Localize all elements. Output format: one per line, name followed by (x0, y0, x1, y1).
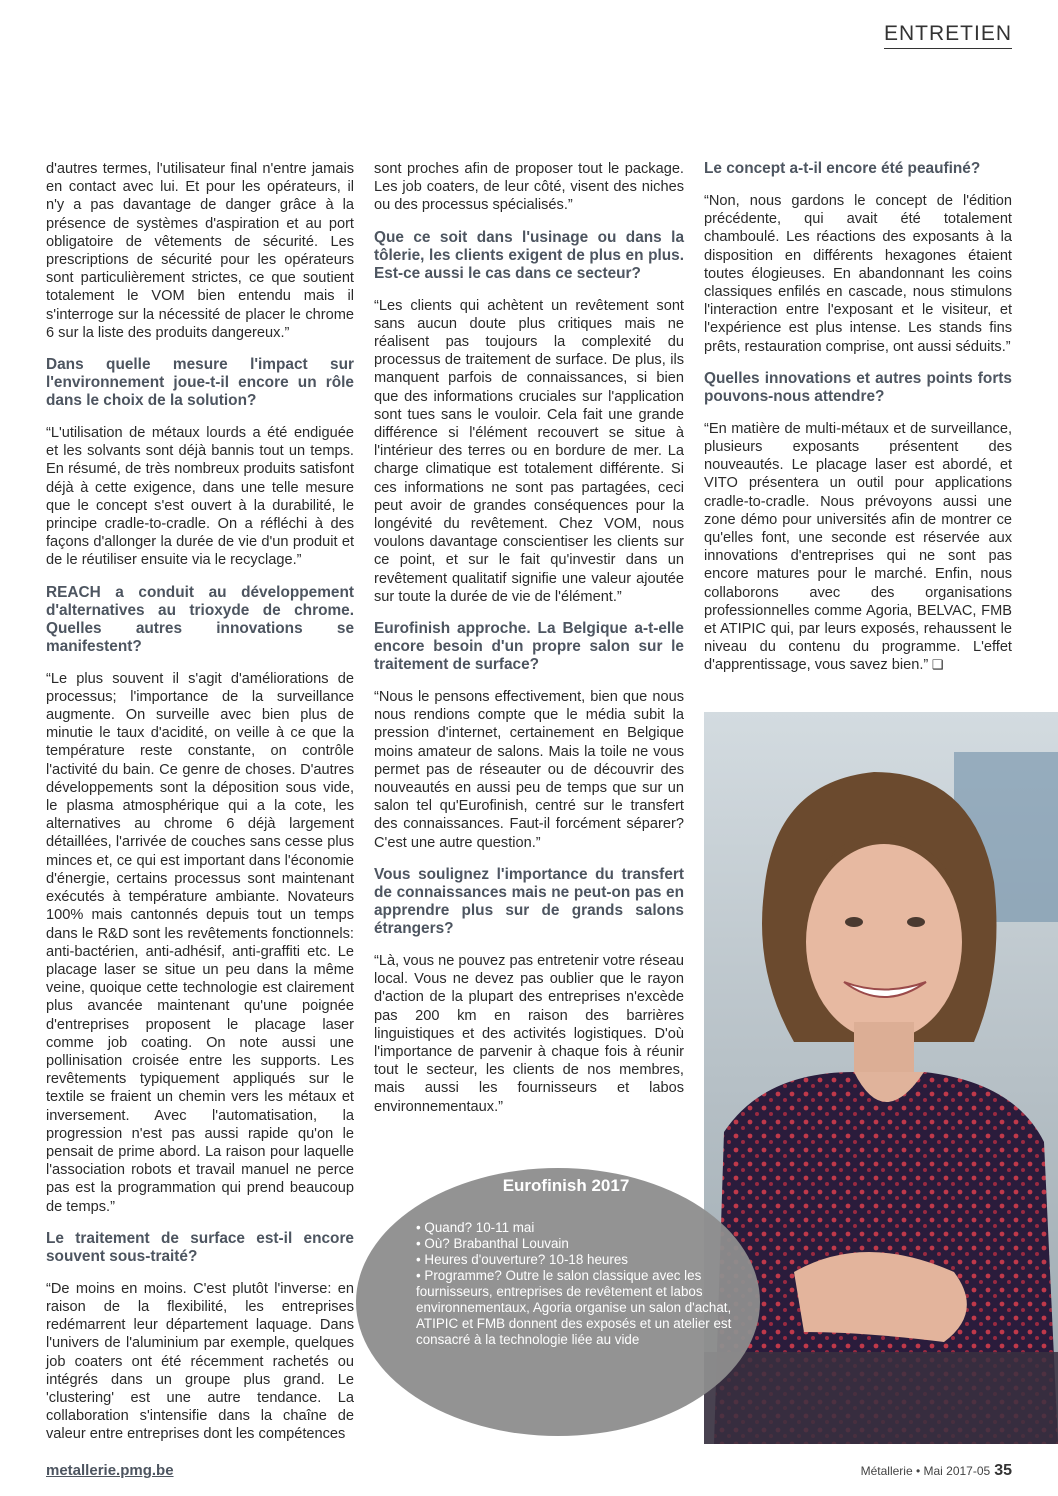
section-label: ENTRETIEN (884, 22, 1012, 49)
answer-paragraph: “Nous le pensons effectivement, bien que nous nous rendions compte que le média subit la pression d'internet, certainement en Belgique moins amateur de salons. Mais la toile ne vous permet pas de réseauter ou de découvrir des nouveautés en aussi peu de temps que sur un salon tel qu'Eurofinish, centré sur le transfert des connaissances. Faut-il forcément séparer? C'est une autre question.” (374, 689, 684, 851)
question-heading: Quelles innovations et autres points forts pouvons-nous attendre? (704, 369, 1012, 405)
question-heading: REACH a conduit au développement d'alternatives au trioxyde de chrome. Quelles autres innovations se manifestent? (46, 583, 354, 655)
info-box-item-value: Outre le salon classique avec les fournisseurs, entreprises de revêtement et labos environnementaux, Agoria organise un salon d'achat, ATIPIC et FMB donnent des exposés et un atelier est consacré à la technologie liée au vide (416, 1268, 732, 1347)
info-box-item (416, 1252, 746, 1268)
answer-paragraph: sont proches afin de proposer tout le package. Les job coaters, de leur côté, visent des niches ou des processus spécialisés.” (374, 161, 684, 214)
answer-paragraph: “L'utilisation de métaux lourds a été endiguée et les solvants sont déjà bannis tout un temps. En résumé, de très nombreux produits satisfont déjà à cette exigence, dans une telle mesure que le concept s'est ouvert à la durabilité, le principe cradle-to-cradle. On a réfléchi à des façons d'allonger la durée de vie d'un produit et de le réutiliser ensuite via le recyclage.” (46, 425, 354, 569)
answer-paragraph: “En matière de multi-métaux et de surveillance, plusieurs exposants présentent des nouveautés. Le placage laser est abordé, et VITO présentera un outil pour applications cradle-to-cradle. Nous prévoyons aussi une zone démo pour universités afin de montrer ce qu'elles font, une seconde est réservée aux innovations d'entreprises qui ne sont pas encore matures pour le marché. Enfin, nous collaborons avec des organisations professionnelles comme Agoria, BELVAC, FMB et ATIPIC qui, par leurs exposés, rehaussent le niveau du contenu du programme. L'effet d'apprentissage, vous savez bien.” ❑ (704, 420, 1012, 674)
article-column-3 (704, 160, 1012, 689)
answer-paragraph: “Là, vous ne pouvez pas entretenir votre réseau local. Vous ne devez pas oublier que le rayon d'action de la plupart des entreprises n'excède pas 200 km en raison des barrières linguistiques et des activités logistiques. D'où l'importance de parvenir à chaque fois à réunir tout le secteur, les clients de nos membres, mais aussi les fournisseurs et labos environnementaux.” (374, 952, 684, 1115)
info-box (416, 1178, 746, 1348)
info-box-title: Eurofinish 2017 (502, 1176, 630, 1195)
website-link[interactable]: metallerie.pmg.be (46, 1462, 174, 1479)
info-box-item (416, 1220, 746, 1236)
answer-paragraph: d'autres termes, l'utilisateur final n'entre jamais en contact avec lui. Et pour les opérateurs, il n'y a pas davantage de danger grâce à la présence de systèmes d'aspiration et au port obligatoire de vêtements de sécurité. Les prescriptions de sécurité pour les opérateurs sont particulièrement strictes, ce que soutient totalement le VOM bien entendu mais il s'interroge sur la nécessité de placer le chrome 6 sur la liste des produits dangereux.” (46, 161, 354, 341)
answer-paragraph: “Le plus souvent il s'agit d'améliorations de processus; l'importance de la surveillance augmente. On surveille avec bien plus de minutie le taux d'acidité, on veille à ce que la température reste constante, on contrôle l'activité du bain. Ce genre de choses. D'autres développements sont la déposition sous vide, le plasma atmosphérique qui a la cote, les alternatives au chrome 6 déjà largement détaillées, l'arrivée de couches sans cesse plus minces et, ce qui est important dans l'économie d'énergie, certains processus sont maintenant exécutés à température ambiante. Novateurs 100% mais cantonnés depuis tout un temps dans le R&D sont les revêtements fonctionnels: anti-bactérien, anti-adhésif, anti-graffiti etc. Le placage laser se situe un peu dans la même veine, quoique cette technologie est clairement plus avancée maintenant qu'une poignée d'entreprises proposent le placage laser comme job coating. On note aussi une pollinisation croisée entre les supports. Les revêtements typiquement appliqués sur le textile se fraient un chemin vers les métaux et inversement. Avec l'automatisation, la progression n'est pas aussi rapide qu'on le pensait de prime abord. La raison pour laquelle l'association robots et travail manuel ne perce pas est la programmation qui prend beaucoup de temps.” (46, 670, 354, 1215)
info-box-item-label: • Heures d'ouverture? (416, 1252, 546, 1267)
article-column-2 (374, 160, 684, 1130)
info-box-item-value: 10-11 mai (472, 1220, 535, 1235)
question-heading: Le concept a-t-il encore été peaufiné? (704, 160, 981, 177)
answer-paragraph: “Les clients qui achètent un revêtement sont sans aucun doute plus critiques mais ne réalisent pas toujours la complexité du processus de traitement de surface. De plus, ils manquent parfois de connaissances, si bien que des informations cruciales sur l'application sont tues sans le vouloir. Cela fait une grande différence si l'élément recouvert se situe à l'intérieur des terres ou en bordure de mer. La charge climatique est totalement différente. Si ces informations ne sont pas partagées, ceci peut avoir de grandes conséquences pour la longévité du revêtement. Chez VOM, nous voulons davantage conscientiser les clients sur ce point, et sur le fait qu'investir dans un revêtement qualitatif signifie une valeur ajoutée sur toute la durée de vie de l'élément.” (374, 297, 684, 605)
info-box-item (416, 1268, 746, 1348)
question-heading: Dans quelle mesure l'impact sur l'environnement joue-t-il encore un rôle dans le choix de la solution? (46, 356, 354, 410)
question-heading: Eurofinish approche. La Belgique a-t-elle encore besoin d'un propre salon sur le traitement de surface? (374, 620, 684, 674)
question-heading: Le traitement de surface est-il encore souvent sous-traité? (46, 1229, 354, 1265)
info-box-item-value: Brabanthal Louvain (449, 1236, 569, 1251)
info-box-item-label: • Programme? (416, 1268, 502, 1283)
answer-paragraph: “De moins en moins. C'est plutôt l'inverse: en raison de la flexibilité, les entreprises redémarrent leur département laquage. Dans l'univers de l'aluminium par exemple, quelques job coaters ont été récemment rachetés ou intégrés dans un groupe plus grand. Le 'clustering' est une autre tendance. La collaboration s'intensifie dans la chaîne de valeur entre entreprises dont les compétences (46, 1280, 354, 1443)
interviewee-photo (704, 712, 1058, 1444)
info-box-item-label: • Où? (416, 1236, 450, 1251)
page-number: 35 (994, 1462, 1012, 1479)
article-column-1 (46, 160, 354, 1458)
question-heading: Vous soulignez l'importance du transfert de connaissances mais ne peut-on pas en apprendre plus sur de grands salons étrangers? (374, 865, 684, 937)
info-box-item-value: 10-18 heures (545, 1252, 628, 1267)
end-of-article-mark: ❑ (928, 657, 944, 673)
info-box-items (416, 1220, 746, 1348)
info-box-item-label: • Quand? (416, 1220, 473, 1235)
page-footer (861, 1462, 1012, 1480)
answer-paragraph: “Non, nous gardons le concept de l'édition précédente, qui avait été totalement chamboulé. Les réactions des exposants à la disposition en différents hexagones étaient toutes élogieuses. En abandonnant les coins classiques enfilés en cascade, nous stimulons l'interaction entre l'exposant et le visiteur, et l'expérience est plus intense. Les stands fins prêts, restauration comprise, ont aussi séduits.” (704, 193, 1012, 355)
issue-label: Métallerie • Mai 2017-05 (860, 1464, 991, 1478)
info-box-item (416, 1236, 746, 1252)
question-heading: Que ce soit dans l'usinage ou dans la tôlerie, les clients exigent de plus en plus. Est-ce aussi le cas dans ce secteur? (374, 228, 684, 282)
